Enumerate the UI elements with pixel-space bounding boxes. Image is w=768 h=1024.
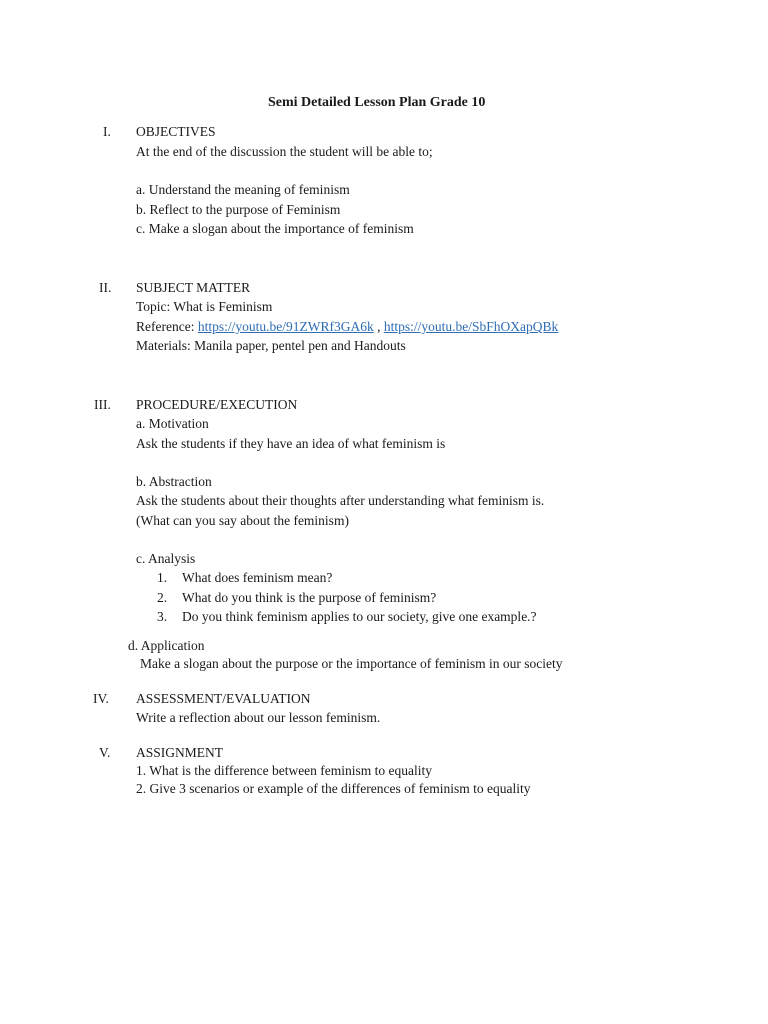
analysis-item-number: 1. xyxy=(157,570,168,585)
section-numeral-objectives: I. xyxy=(103,124,111,139)
section-heading-subject-matter: SUBJECT MATTER xyxy=(136,280,251,295)
reference-line xyxy=(136,320,558,334)
analysis-item-text: Do you think feminism applies to our society, give one example.? xyxy=(182,609,537,624)
page-title: Semi Detailed Lesson Plan Grade 10 xyxy=(268,95,486,110)
section-heading-procedure: PROCEDURE/EXECUTION xyxy=(136,397,298,412)
abstraction-text: (What can you say about the feminism) xyxy=(136,513,349,528)
materials-line: Materials: Manila paper, pentel pen and Handouts xyxy=(136,338,406,353)
motivation-text: Ask the students if they have an idea of what feminism is xyxy=(136,436,446,451)
reference-separator: , xyxy=(373,319,384,334)
analysis-item-text: What does feminism mean? xyxy=(182,570,333,585)
section-numeral-subject-matter: II. xyxy=(99,280,112,295)
section-numeral-procedure: III. xyxy=(94,397,111,412)
reference-link[interactable]: https://youtu.be/SbFhOXapQBk xyxy=(383,319,559,334)
section-numeral-assessment: IV. xyxy=(93,691,109,706)
assignment-item: 2. Give 3 scenarios or example of the differences of feminism to equality xyxy=(136,781,531,796)
analysis-item-number: 2. xyxy=(157,590,168,605)
objective-item: b. Reflect to the purpose of Feminism xyxy=(136,202,341,217)
section-numeral-assignment: V. xyxy=(99,745,111,760)
reference-label: Reference: xyxy=(136,319,198,334)
abstraction-label: b. Abstraction xyxy=(136,474,212,489)
analysis-label: c. Analysis xyxy=(136,551,196,566)
reference-link[interactable]: https://youtu.be/91ZWRf3GA6k xyxy=(197,319,374,334)
objectives-intro: At the end of the discussion the student will be able to; xyxy=(136,144,433,159)
application-label: d. Application xyxy=(128,638,205,653)
objective-item: a. Understand the meaning of feminism xyxy=(136,182,350,197)
analysis-item-number: 3. xyxy=(157,609,168,624)
section-heading-assignment: ASSIGNMENT xyxy=(136,745,224,760)
abstraction-text: Ask the students about their thoughts after understanding what feminism is. xyxy=(136,493,545,508)
section-heading-assessment: ASSESSMENT/EVALUATION xyxy=(136,691,311,706)
section-heading-objectives: OBJECTIVES xyxy=(136,124,216,139)
application-text: Make a slogan about the purpose or the importance of feminism in our society xyxy=(140,656,563,671)
analysis-item-text: What do you think is the purpose of feminism? xyxy=(182,590,437,605)
topic-line: Topic: What is Feminism xyxy=(136,299,273,314)
assignment-item: 1. What is the difference between feminism to equality xyxy=(136,763,433,778)
assessment-text: Write a reflection about our lesson feminism. xyxy=(136,710,381,725)
motivation-label: a. Motivation xyxy=(136,416,209,431)
objective-item: c. Make a slogan about the importance of feminism xyxy=(136,221,414,236)
